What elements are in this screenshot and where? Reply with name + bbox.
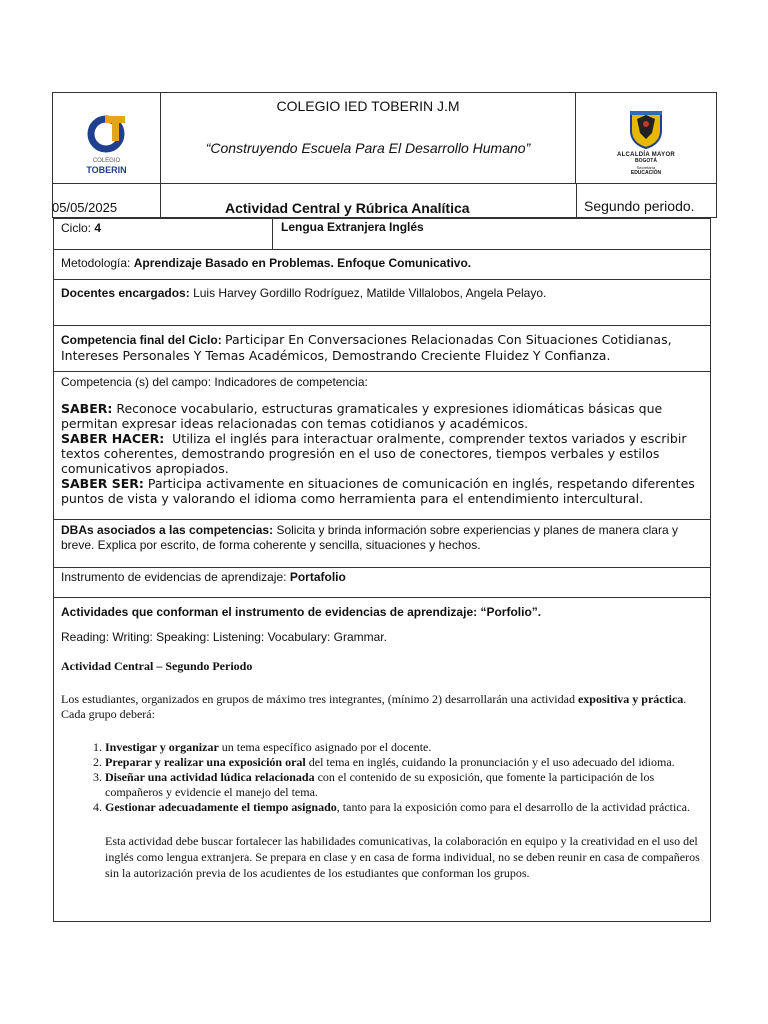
list-item (105, 755, 703, 770)
document-date: 05/05/2025 (52, 200, 118, 215)
header-center (161, 92, 576, 184)
list-item (105, 800, 703, 815)
competencia-final-label: Competencia final del Ciclo: (61, 333, 222, 347)
saber-item (61, 401, 703, 431)
title-row-divider (576, 184, 577, 218)
metodologia-label: Metodología: (61, 256, 131, 270)
task-text: del tema en inglés, cuidando la pronunciación y el uso adecuado del idioma. (305, 755, 675, 769)
instrumento-label: Instrumento de evidencias de aprendizaje: (61, 570, 287, 584)
school-name: COLEGIO IED TOBERIN J.M (276, 98, 460, 114)
competencia-final-row (53, 326, 711, 372)
saber-ser-text: Participa activamente en situaciones de comunicación en inglés, respetando diferentes puntos de vista y valorando el idioma como herramienta para el entendimiento intercultural. (61, 476, 695, 506)
activity-intro-bold: expositiva y práctica (577, 692, 684, 706)
competencia-final-value: Participar En Conversaciones Relacionadas Con Situaciones Cotidianas, Intereses Personales Y Temas Académicos, Demostrando Creciente Fluidez Y Confianza. (61, 332, 672, 363)
docentes-row (53, 280, 711, 326)
dbas-row (53, 520, 711, 568)
list-item (105, 740, 703, 755)
instrumento-value: Portafolio (289, 570, 346, 584)
period-label: Segundo periodo. (584, 198, 695, 214)
saber-hacer-label: SABER HACER: (61, 431, 165, 446)
task-text: con el contenido de su exposición, que fomente la participación de los compañeros y evidencie el manejo del tema. (105, 770, 655, 799)
bogota-shield-icon (628, 109, 664, 149)
docentes-label: Docentes encargados: (61, 286, 190, 300)
ciclo-divider (272, 218, 273, 250)
school-motto: “Construyendo Escuela Para El Desarrollo Humano” (205, 140, 531, 156)
activity-closing-text: Esta actividad debe buscar fortalecer las habilidades comunicativas, la colaboración en equipo y la creatividad en el uso del inglés como lengua extranjera. Se prepara en clase y en casa de forma individual, no se deben reunir en casa de compañeros sin la autorización previa de los acudientes de los estudiantes que conforman los grupos. (105, 834, 700, 880)
competencias-campo-row (53, 372, 711, 520)
activity-intro (61, 692, 703, 722)
task-title: Preparar y realizar una exposición oral (105, 755, 306, 769)
activity-intro-text: Los estudiantes, organizados en grupos de máximo tres integrantes, (mínimo 2) desarrollarán una actividad (61, 692, 578, 706)
alcaldia-line1: ALCALDÍA MAYOR (616, 152, 676, 158)
task-title: Diseñar una actividad lúdica relacionada (105, 770, 315, 784)
document-title: Actividad Central y Rúbrica Analítica (225, 200, 470, 216)
alcaldia-line2: BOGOTÁ (635, 158, 657, 164)
metodologia-row (53, 250, 711, 280)
logo-caption-line2: TOBERIN (86, 165, 127, 175)
alcaldia-line4: EDUCACIÓN (630, 170, 662, 176)
skills-line: Reading: Writing: Speaking: Listening: Vocabulary: Grammar. (61, 630, 387, 644)
alcaldia-line3: Secretaría (636, 165, 656, 170)
central-activity-title: Actividad Central – Segundo Periodo (61, 659, 253, 673)
alcaldia-logo-cell (576, 92, 717, 184)
subject-name: Lengua Extranjera Inglés (281, 220, 424, 234)
metodologia-value: Aprendizaje Basado en Problemas. Enfoque Comunicativo. (133, 256, 472, 270)
logo-caption-line1: COLEGIO (92, 158, 121, 164)
actividades-heading: Actividades que conforman el instrumento de evidencias de aprendizaje: “Porfolio”. (61, 605, 542, 619)
dbas-value: Solicita y brinda información sobre experiencias y planes de manera clara y breve. Explica por escrito, de forma coherente y sencilla, situaciones y hechos. (61, 523, 678, 552)
competencias-campo-heading: Competencia (s) del campo: Indicadores de competencia: (61, 375, 368, 389)
saber-ser-label: SABER SER: (61, 476, 144, 491)
saber-ser-item (61, 476, 703, 506)
saber-hacer-text: Utiliza el inglés para interactuar oralmente, comprender textos variados y escribir textos coherentes, demostrando progresión en el uso de conectores, tiempos verbales y estilos comunicativos apropiados. (61, 431, 687, 476)
task-title: Gestionar adecuadamente el tiempo asignado (105, 800, 337, 814)
actividades-row (53, 598, 711, 922)
ciclo-value: 4 (94, 221, 102, 235)
task-title: Investigar y organizar (105, 740, 219, 754)
ciclo-label: Ciclo: (61, 221, 92, 235)
saber-hacer-item (61, 431, 703, 476)
dbas-label: DBAs asociados a las competencias: (61, 523, 274, 537)
task-text: un tema específico asignado por el docente. (218, 740, 432, 754)
title-row-divider (160, 184, 161, 218)
docentes-value: Luis Harvey Gordillo Rodríguez, Matilde Villalobos, Angela Pelayo. (193, 286, 547, 300)
list-item (105, 770, 703, 800)
saber-text: Reconoce vocabulario, estructuras gramaticales y expresiones idiomáticas básicas que permitan expresar ideas relacionadas con temas cotidianos y académicos. (61, 401, 663, 431)
school-logo-cell (52, 92, 161, 184)
activity-intro-end: . Cada grupo deberá: (61, 692, 687, 721)
saber-label: SABER: (61, 401, 113, 416)
activity-task-list (61, 740, 703, 815)
task-text: , tanto para la exposición como para el desarrollo de la actividad práctica. (336, 800, 690, 814)
instrumento-row (53, 568, 711, 598)
